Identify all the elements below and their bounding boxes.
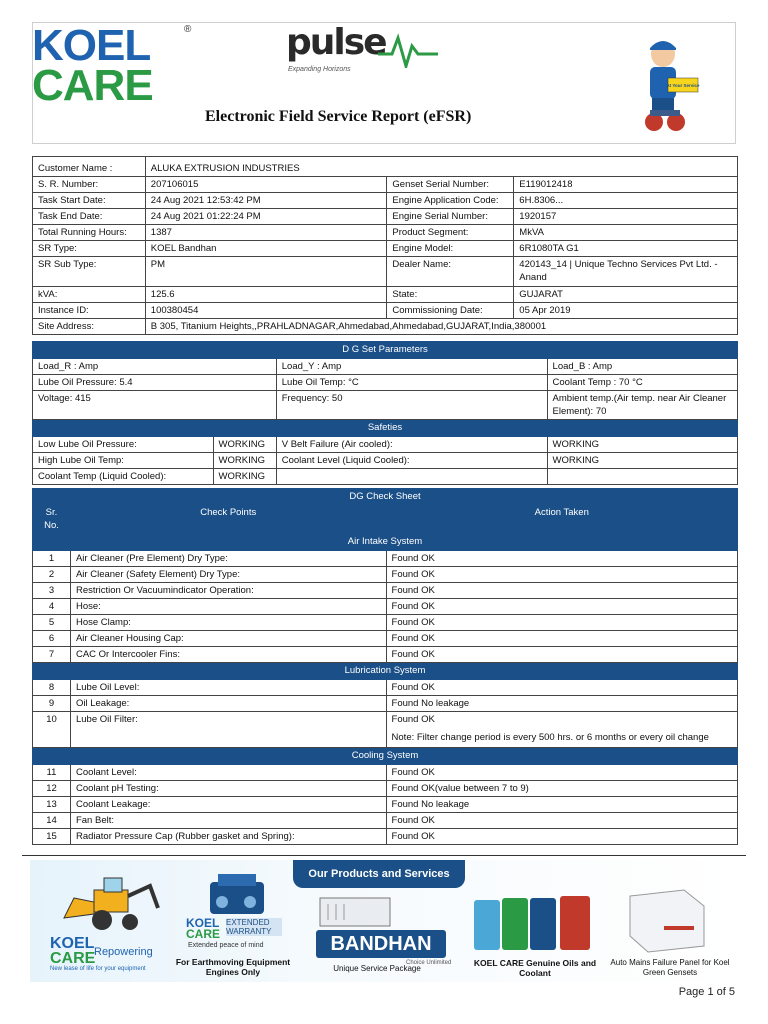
lube-oil-pressure: Lube Oil Pressure: 5.4 — [33, 375, 277, 391]
field-value: 1920157 — [514, 209, 738, 225]
bandhan-tagline: Choice Unlimited — [406, 960, 452, 966]
pulse-logo — [286, 22, 426, 82]
check-item-point: Radiator Pressure Cap (Rubber gasket and Spring): — [70, 829, 386, 845]
check-item-sn: 6 — [33, 631, 71, 647]
action-text: Found OK — [391, 633, 435, 644]
check-item-point: Lube Oil Level: — [70, 680, 386, 696]
check-item-row — [33, 797, 738, 813]
check-item-sn: 12 — [33, 781, 71, 797]
check-item-point: Coolant Leakage: — [70, 797, 386, 813]
action-text: Found OK — [391, 601, 435, 612]
check-section-title: Lubrication System — [33, 663, 738, 680]
check-item-row — [33, 829, 738, 845]
check-section-row — [33, 663, 738, 680]
check-section-row — [33, 748, 738, 765]
check-item-row — [33, 615, 738, 631]
field-value: 207106015 — [145, 177, 387, 193]
extended-warranty-label: EXTENDED WARRANTY — [226, 918, 282, 936]
check-item-point: Air Cleaner (Pre Element) Dry Type: — [70, 551, 386, 567]
check-item-point: Hose: — [70, 599, 386, 615]
check-item-sn: 8 — [33, 680, 71, 696]
frequency: Frequency: 50 — [276, 391, 547, 420]
check-sheet-title: DG Check Sheet — [33, 489, 738, 505]
warranty-care: CARE — [186, 927, 221, 941]
safety-label: High Lube Oil Temp: — [33, 453, 214, 469]
backhoe-loader-icon — [54, 868, 164, 938]
check-item-action — [386, 696, 737, 712]
ambient-temp: Ambient temp.(Air temp. near Air Cleaner Element): 70 — [547, 391, 737, 420]
field-value: GUJARAT — [514, 287, 738, 303]
field-label: Genset Serial Number: — [387, 177, 514, 193]
dg-parameters-section — [32, 341, 738, 485]
check-item-row — [33, 583, 738, 599]
field-value: 125.6 — [145, 287, 387, 303]
check-item-point: Coolant Level: — [70, 765, 386, 781]
field-label: Task Start Date: — [33, 193, 146, 209]
check-item-action — [386, 680, 737, 696]
check-item-point: Restriction Or Vacuumindicator Operation: — [70, 583, 386, 599]
products-services-banner — [30, 860, 736, 982]
field-label: Total Running Hours: — [33, 225, 146, 241]
check-item-point: Coolant pH Testing: — [70, 781, 386, 797]
field-label: Engine Serial Number: — [387, 209, 514, 225]
engine-icon — [202, 872, 272, 922]
check-item-sn: 2 — [33, 567, 71, 583]
oil-cans-icon — [470, 890, 600, 960]
check-item-action — [386, 781, 737, 797]
check-item-row — [33, 813, 738, 829]
check-item-point: Lube Oil Filter: — [70, 712, 386, 748]
check-item-action — [386, 797, 737, 813]
customer-row — [33, 241, 738, 257]
site-address-row — [33, 319, 738, 335]
oils-text: KOEL CARE Genuine Oils and Coolant — [473, 958, 597, 978]
check-item-action — [386, 765, 737, 781]
load-r: Load_R : Amp — [33, 359, 277, 375]
customer-row — [33, 303, 738, 319]
check-item-action — [386, 647, 737, 663]
footer-divider — [22, 855, 746, 856]
action-text: Found No leakage — [391, 799, 470, 810]
col-check-points: Check Points — [70, 505, 386, 534]
check-item-sn: 3 — [33, 583, 71, 599]
check-item-point: Fan Belt: — [70, 813, 386, 829]
check-item-action — [386, 615, 737, 631]
amf-panel-icon — [622, 886, 712, 956]
field-label: Engine Application Code: — [387, 193, 514, 209]
check-item-row — [33, 765, 738, 781]
safety-label: Low Lube Oil Pressure: — [33, 437, 214, 453]
coolant-temp: Coolant Temp : 70 °C — [547, 375, 737, 391]
field-label: State: — [387, 287, 514, 303]
action-text: Found OK — [391, 714, 435, 725]
check-item-sn: 9 — [33, 696, 71, 712]
field-label: Engine Model: — [387, 241, 514, 257]
field-value: PM — [145, 257, 387, 287]
field-value: E119012418 — [514, 177, 738, 193]
field-label: SR Sub Type: — [33, 257, 146, 287]
koel-word: KOEL — [32, 21, 151, 70]
check-item-sn: 7 — [33, 647, 71, 663]
field-value: 24 Aug 2021 12:53:42 PM — [145, 193, 387, 209]
check-item-sn: 11 — [33, 765, 71, 781]
field-value: 100380454 — [145, 303, 387, 319]
customer-row — [33, 287, 738, 303]
banner-title: Our Products and Services — [293, 860, 465, 888]
action-text: Found OK — [391, 585, 435, 596]
field-value: ALUKA EXTRUSION INDUSTRIES — [145, 157, 737, 177]
safety-status: WORKING — [213, 437, 276, 453]
check-item-row — [33, 696, 738, 712]
dg-parameters-title: D G Set Parameters — [33, 342, 738, 359]
safety-row — [33, 437, 738, 453]
check-item-sn: 4 — [33, 599, 71, 615]
safety-status — [547, 469, 737, 485]
customer-row — [33, 177, 738, 193]
action-text: Found OK — [391, 553, 435, 564]
customer-row — [33, 193, 738, 209]
check-section-row — [33, 534, 738, 551]
safety-row — [33, 453, 738, 469]
site-address-label: Site Address: — [33, 319, 146, 335]
field-value: 24 Aug 2021 01:22:24 PM — [145, 209, 387, 225]
action-text: Found OK — [391, 767, 435, 778]
action-text: Found OK(value between 7 to 9) — [391, 783, 529, 794]
action-note: Note: Filter change period is every 500 hrs. or 6 months or every oil change — [391, 732, 709, 743]
safety-label: Coolant Level (Liquid Cooled): — [276, 453, 547, 469]
action-text: Found OK — [391, 682, 435, 693]
care-word: CARE — [32, 61, 153, 110]
safety-label: V Belt Failure (Air cooled): — [276, 437, 547, 453]
check-item-action — [386, 813, 737, 829]
safeties-title: Safeties — [33, 420, 738, 437]
action-text: Found OK — [391, 649, 435, 660]
koel-care-logo — [32, 21, 192, 110]
check-section-title: Cooling System — [33, 748, 738, 765]
check-item-row — [33, 712, 738, 748]
field-label: kVA: — [33, 287, 146, 303]
banner-koel: KOEL — [50, 935, 95, 952]
customer-info-table — [32, 156, 738, 335]
banner-koel-care-logo — [50, 936, 95, 966]
page-number: Page 1 of 5 — [678, 986, 735, 998]
field-value: 05 Apr 2019 — [514, 303, 738, 319]
check-item-sn: 10 — [33, 712, 71, 748]
dg-check-sheet — [32, 488, 738, 845]
safety-label: Coolant Temp (Liquid Cooled): — [33, 469, 214, 485]
mascot-sign: At Your Service — [666, 83, 700, 88]
action-text: Found No leakage — [391, 698, 470, 709]
field-label: Commissioning Date: — [387, 303, 514, 319]
field-label: Product Segment: — [387, 225, 514, 241]
load-b: Load_B : Amp — [547, 359, 737, 375]
check-section-title: Air Intake System — [33, 534, 738, 551]
site-address-value: B 305, Titanium Heights,,PRAHLADNAGAR,Ahmedabad,Ahmedabad,GUJARAT,India,380001 — [145, 319, 737, 335]
field-label: S. R. Number: — [33, 177, 146, 193]
repowering-label: Repowering — [94, 946, 153, 958]
pulse-wave-icon — [378, 32, 438, 68]
check-item-action — [386, 712, 737, 748]
check-item-row — [33, 551, 738, 567]
action-text: Found OK — [391, 569, 435, 580]
genset-icon — [318, 892, 398, 932]
field-label: Dealer Name: — [387, 257, 514, 287]
customer-row — [33, 257, 738, 287]
bandhan-logo: BANDHAN — [316, 930, 446, 958]
safety-status: WORKING — [547, 437, 737, 453]
safety-status: WORKING — [213, 469, 276, 485]
customer-row — [33, 157, 738, 177]
check-item-action — [386, 829, 737, 845]
warranty-tagline: Extended peace of mind — [188, 942, 264, 949]
check-item-action — [386, 599, 737, 615]
amf-panel-text: Auto Mains Failure Panel for Koel Green Gensets — [610, 958, 730, 977]
action-text: Found OK — [391, 831, 435, 842]
check-item-row — [33, 781, 738, 797]
check-item-sn: 15 — [33, 829, 71, 845]
field-value: 6R1080TA G1 — [514, 241, 738, 257]
bandhan-text: Unique Service Package — [333, 964, 421, 973]
check-item-point: Air Cleaner (Safety Element) Dry Type: — [70, 567, 386, 583]
banner-care: CARE — [50, 950, 96, 967]
check-item-action — [386, 567, 737, 583]
check-item-action — [386, 631, 737, 647]
safety-label — [276, 469, 547, 485]
voltage: Voltage: 415 — [33, 391, 277, 420]
check-item-point: Hose Clamp: — [70, 615, 386, 631]
field-value: 1387 — [145, 225, 387, 241]
pulse-tagline: Expanding Horizons — [288, 66, 351, 73]
field-value: MkVA — [514, 225, 738, 241]
field-label: Task End Date: — [33, 209, 146, 225]
field-label: Customer Name : — [33, 157, 146, 177]
service-mascot-icon — [630, 34, 700, 134]
check-item-row — [33, 680, 738, 696]
check-item-point: Oil Leakage: — [70, 696, 386, 712]
check-item-point: CAC Or Intercooler Fins: — [70, 647, 386, 663]
customer-row — [33, 209, 738, 225]
col-action-taken: Action Taken — [386, 505, 737, 534]
lube-oil-temp: Lube Oil Temp: °C — [276, 375, 547, 391]
action-text: Found OK — [391, 815, 435, 826]
check-item-row — [33, 599, 738, 615]
check-item-action — [386, 551, 737, 567]
action-text: Found OK — [391, 617, 435, 628]
repowering-tagline: New lease of life for your equipment — [50, 966, 146, 972]
col-sr-no: Sr. No. — [33, 505, 71, 534]
check-item-sn: 5 — [33, 615, 71, 631]
field-value: KOEL Bandhan — [145, 241, 387, 257]
check-item-row — [33, 647, 738, 663]
field-label: Instance ID: — [33, 303, 146, 319]
safety-row — [33, 469, 738, 485]
load-y: Load_Y : Amp — [276, 359, 547, 375]
check-item-point: Air Cleaner Housing Cap: — [70, 631, 386, 647]
check-item-sn: 13 — [33, 797, 71, 813]
check-item-row — [33, 567, 738, 583]
customer-row — [33, 225, 738, 241]
field-value: 6H.8306... — [514, 193, 738, 209]
field-value: 420143_14 | Unique Techno Services Pvt Ltd. - Anand — [514, 257, 738, 287]
warranty-koel: KOEL — [186, 916, 220, 930]
check-item-sn: 1 — [33, 551, 71, 567]
check-item-row — [33, 631, 738, 647]
warranty-text: For Earthmoving Equipment Engines Only — [175, 957, 291, 977]
check-item-sn: 14 — [33, 813, 71, 829]
check-item-action — [386, 583, 737, 599]
warranty-logo — [186, 918, 220, 940]
safety-status: WORKING — [547, 453, 737, 469]
pulse-word: pulse — [286, 22, 386, 63]
safety-status: WORKING — [213, 453, 276, 469]
page-title: Electronic Field Service Report (eFSR) — [205, 108, 472, 125]
field-label: SR Type: — [33, 241, 146, 257]
registered-mark: ® — [184, 24, 192, 35]
